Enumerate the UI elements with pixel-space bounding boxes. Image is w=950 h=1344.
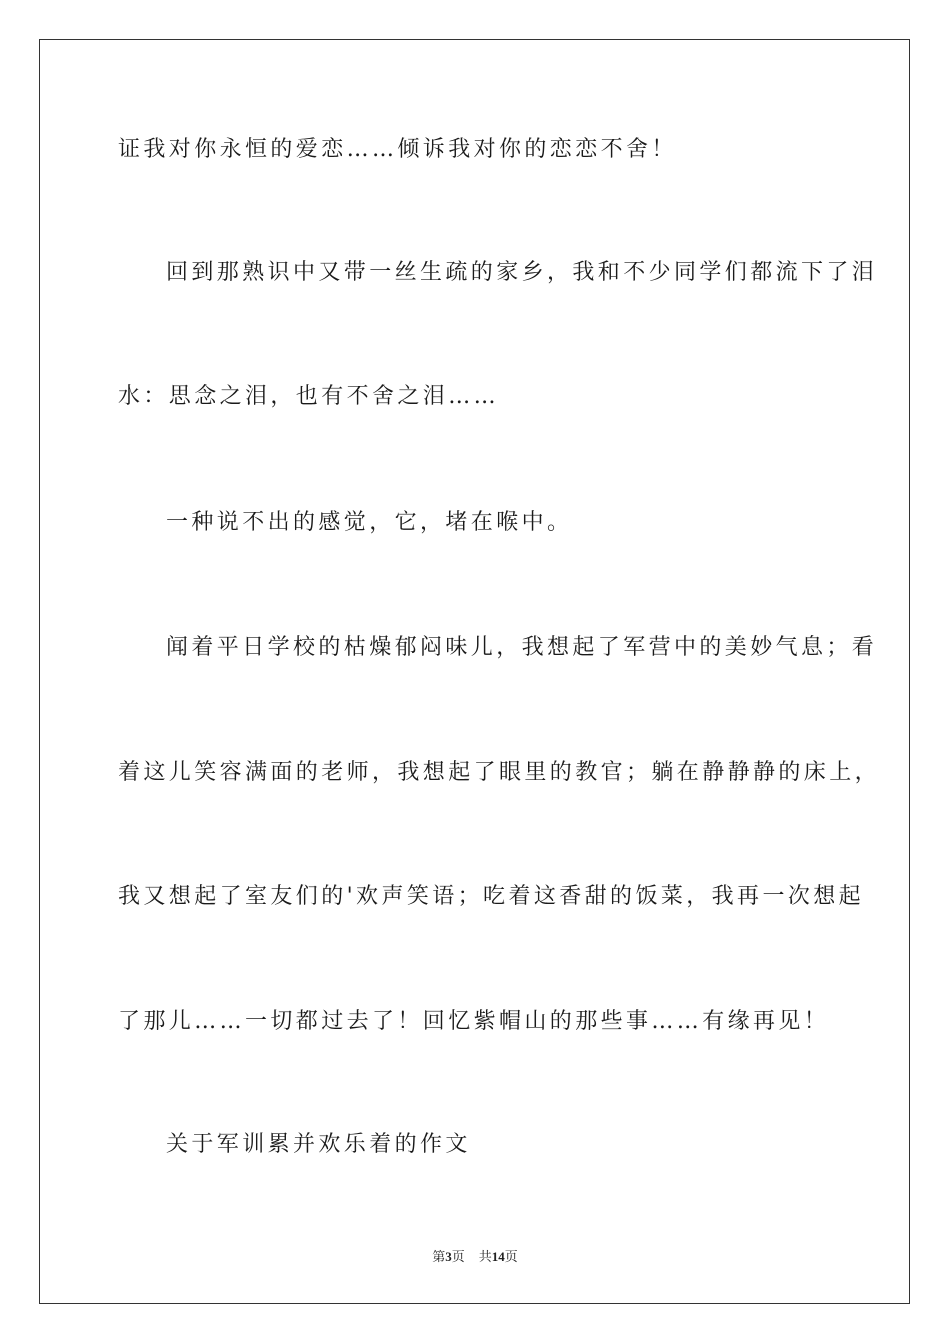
text-line-3: 水：思念之泪，也有不舍之泪…… — [118, 384, 500, 409]
page-suffix: 页 — [451, 1249, 465, 1264]
text-line-4: 一种说不出的感觉，它，堵在喉中。 — [166, 510, 573, 535]
text-line-5: 闻着平日学校的枯燥郁闷味儿，我想起了军营中的美妙气息；看 — [166, 635, 878, 660]
text-line-8: 了那儿……一切都过去了！回忆紫帽山的那些事……有缘再见！ — [118, 1009, 830, 1034]
total-suffix: 页 — [504, 1249, 518, 1264]
total-pages: 14 — [491, 1249, 505, 1264]
text-line-1: 证我对你永恒的爱恋……倾诉我对你的恋恋不舍！ — [118, 137, 677, 162]
page-prefix: 第 — [432, 1249, 446, 1264]
page-border — [39, 39, 910, 1304]
text-line-2: 回到那熟识中又带一丝生疏的家乡，我和不少同学们都流下了泪 — [166, 260, 878, 285]
page-footer — [0, 1246, 950, 1265]
text-line-6: 着这儿笑容满面的老师，我想起了眼里的教官；躺在静静静的床上， — [118, 760, 881, 785]
text-line-7: 我又想起了室友们的'欢声笑语；吃着这香甜的饭菜，我再一次想起 — [118, 884, 865, 909]
total-prefix: 共 — [478, 1249, 492, 1264]
page-number: 3 — [445, 1249, 452, 1264]
text-line-9: 关于军训累并欢乐着的作文 — [166, 1132, 471, 1157]
